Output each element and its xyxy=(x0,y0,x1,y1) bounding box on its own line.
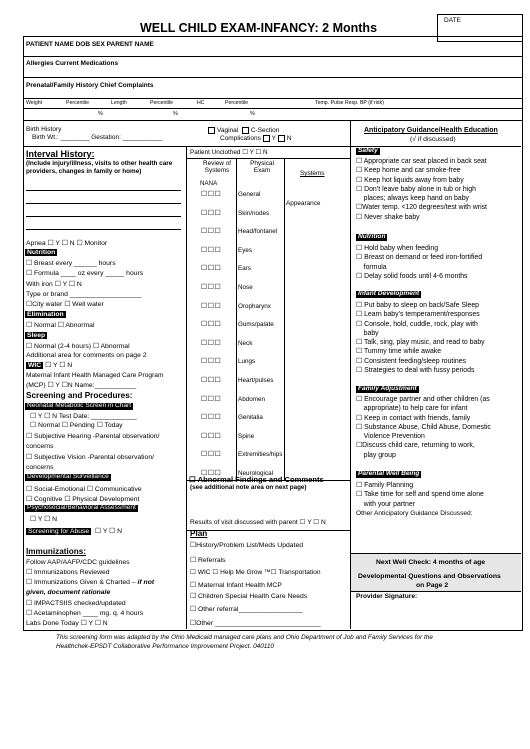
plan-wic[interactable]: ☐ WIC ☐ Help Me Grow ™☐ Transportation xyxy=(190,569,321,576)
developmental-questions-box xyxy=(351,571,521,592)
developmental-surveillance-heading: Developmental Surveillance xyxy=(27,473,109,480)
safety-item: places; always keep hand on baby xyxy=(356,195,470,203)
birth-weight-gestation: Birth Wt.: ________ Gestation: ___________ xyxy=(32,134,163,141)
parent-item: with your partner xyxy=(356,500,415,508)
neonatal-heading: Neonatal Metabolic Screen in Chart xyxy=(27,402,132,409)
nutrition-item: formula xyxy=(356,263,387,271)
system-label: Lungs xyxy=(238,358,256,366)
next-well-check-box xyxy=(351,553,521,572)
nutrition-item[interactable]: ☐ Delay solid foods until 4-6 months xyxy=(356,272,468,280)
system-checkboxes[interactable]: ☐☐☐ xyxy=(201,209,222,217)
vision-row[interactable]: ☐ Subjective Vision -Parental observation/ xyxy=(26,454,155,461)
footer-line-2: Healthchek-EPSDT Collaborative Performance Improvement Project. 040110 xyxy=(56,643,274,650)
system-checkboxes[interactable]: ☐☐☐ xyxy=(201,358,222,366)
interval-desc-1: (Include injury/illness, visits to other health care xyxy=(26,160,173,167)
nana-label: NANA xyxy=(200,180,218,187)
system-label: Abdomen xyxy=(238,395,265,403)
family-item[interactable]: ☐ Substance Abuse, Child Abuse, Domestic xyxy=(356,423,491,431)
complications-label: Complications xyxy=(220,135,261,143)
system-checkboxes[interactable]: ☐☐☐ xyxy=(201,377,222,384)
parental-well-being-list[interactable] xyxy=(356,481,484,509)
complications-yes: Y xyxy=(271,135,276,143)
plan-history[interactable]: ☐History/Problem List/Meds Updated xyxy=(190,542,303,549)
length-label: Length xyxy=(111,100,127,106)
plan-other-referral[interactable]: ☐ Other referral_________________ xyxy=(190,606,303,613)
parental-well-being-heading: Parental Well Being xyxy=(358,470,420,477)
system-label: Spine xyxy=(238,432,255,440)
formula-row[interactable]: ☐ Formula ____ oz every _____ hours xyxy=(26,270,144,277)
system-label: Neurological xyxy=(238,470,274,477)
system-label: Ears xyxy=(238,265,251,273)
water-row[interactable]: ☐City water ☐ Well water xyxy=(26,301,104,308)
system-checkboxes[interactable]: ☐☐☐ xyxy=(201,265,222,273)
provider-signature[interactable]: Provider Signature: xyxy=(356,593,418,600)
next-well-check: Next Well Check: 4 months of age xyxy=(376,559,486,566)
wic-heading: WIC xyxy=(28,362,42,369)
nutrition-guidance-list[interactable] xyxy=(356,244,482,281)
follow-guidelines: Follow AAP/AAFP/CDC guidelines xyxy=(26,559,130,566)
infant-item[interactable]: ☐ Consistent feeding/sleep routines xyxy=(356,357,466,365)
system-label: Heart/pulses xyxy=(238,377,274,384)
infant-item[interactable]: ☐ Talk, sing, play music, and read to baby xyxy=(356,339,485,347)
developmental-questions-page: on Page 2 xyxy=(416,582,449,589)
infant-development-list[interactable] xyxy=(356,301,485,375)
system-checkboxes[interactable]: ☐☐☐ xyxy=(201,470,222,477)
nutrition-guidance-heading: Nutrition xyxy=(358,233,386,240)
system-checkboxes[interactable]: ☐☐☐ xyxy=(201,451,222,459)
anticipatory-guidance-title: Anticipatory Guidance/Health Education xyxy=(364,127,498,134)
imm-rationale: given, document rationale xyxy=(26,589,111,596)
wic-yn: ☐ Y ☐ N xyxy=(43,362,73,369)
plan-mihmcp[interactable]: ☐ Maternal Infant Health MCP xyxy=(190,582,282,589)
system-checkboxes[interactable]: ☐☐☐ xyxy=(201,191,222,198)
screening-heading: Screening and Procedures: xyxy=(26,391,133,400)
sleep-row[interactable]: ☐ Normal (2-4 hours) ☐ Abnormal xyxy=(26,343,130,350)
abuse-yn: ☐ Y ☐ N xyxy=(95,528,123,535)
system-row[interactable] xyxy=(199,228,349,248)
neonatal-test-row[interactable]: ☐ Y ☐ N Test Date: ____________ xyxy=(30,413,137,420)
infant-item[interactable]: ☐ Put baby to sleep on back/Safe Sleep xyxy=(356,302,480,309)
vitals-label: Temp. Pulse Resp. BP (if risk) xyxy=(315,100,384,106)
nutrition-item[interactable]: ☐ Hold baby when feeding xyxy=(356,245,439,252)
system-row[interactable] xyxy=(199,377,349,397)
safety-item[interactable]: ☐ Never shake baby xyxy=(356,213,420,221)
system-row[interactable] xyxy=(199,358,349,378)
dev-row-2[interactable]: ☐ Cognitive ☐ Physical Development xyxy=(26,496,140,503)
psychosocial-heading: Psychosocial/Behavioral Assessment xyxy=(27,504,136,511)
impactsiis-row[interactable]: ☐ IMPACTSIIS checked/updated xyxy=(26,600,126,607)
abuse-row[interactable] xyxy=(26,528,122,535)
family-item[interactable]: ☐ Encourage partner and other children (as xyxy=(356,396,490,403)
parent-item[interactable]: ☐ Take time for self and spend time alone xyxy=(356,491,484,499)
elimination-row[interactable]: ☐ Normal ☐ Abnormal xyxy=(26,322,95,329)
pct-2: % xyxy=(173,111,178,117)
patient-header: PATIENT NAME DOB SEX PARENT NAME xyxy=(26,41,154,48)
other-guidance-label[interactable]: Other Anticipatory Guidance Discussed: xyxy=(356,510,473,517)
family-adjustment-heading: Family Adjustment xyxy=(358,385,417,392)
system-checkboxes[interactable]: ☐☐☐ xyxy=(201,339,222,347)
nutrition-heading: Nutrition xyxy=(27,249,56,256)
elimination-heading: Elimination xyxy=(27,311,64,318)
complications-row[interactable] xyxy=(220,135,292,143)
safety-item[interactable]: ☐ Don’t leave baby alone in tub or high xyxy=(356,185,476,193)
system-checkboxes[interactable]: ☐☐☐ xyxy=(201,302,222,310)
physical-exam-label: Physical Exam xyxy=(250,160,274,174)
immunizations-heading: Immunizations: xyxy=(26,547,87,556)
developmental-questions: Developmental Questions and Observations xyxy=(358,573,501,580)
weight-label: Weight xyxy=(26,100,43,106)
system-row[interactable] xyxy=(199,210,349,230)
safety-item[interactable]: ☐Water temp. <120 degrees/test with wrist xyxy=(356,204,487,212)
infant-item[interactable]: ☐ Learn baby’s temperament/responses xyxy=(356,311,480,319)
patient-unclothed-row[interactable]: Patient Unclothed ☐ Y ☐ N xyxy=(190,149,268,156)
pct-3: % xyxy=(250,111,255,117)
system-label: Neck xyxy=(238,339,253,347)
system-checkboxes[interactable]: ☐☐☐ xyxy=(201,228,222,236)
safety-item[interactable]: ☐ Appropriate car seat placed in back seat xyxy=(356,158,487,165)
system-row[interactable] xyxy=(199,340,349,360)
plan-other[interactable]: ☐Other ____________________________ xyxy=(190,620,321,627)
system-checkboxes[interactable]: ☐☐☐ xyxy=(201,321,222,329)
results-row[interactable]: Results of visit discussed with parent ☐ Y ☐ N xyxy=(190,519,326,526)
system-row[interactable] xyxy=(199,303,349,323)
hc-percentile-label: Percentile xyxy=(225,100,249,106)
apnea-row[interactable]: Apnea ☐ Y ☐ N ☐ Monitor xyxy=(26,240,108,247)
hearing-concerns: concerns xyxy=(26,443,54,450)
labs-row[interactable]: Labs Done Today ☐ Y ☐ N xyxy=(26,620,108,627)
system-label: Extremities/hips xyxy=(238,451,283,459)
system-row[interactable] xyxy=(199,247,349,267)
system-row[interactable] xyxy=(199,451,349,471)
footer-line-1: This screening form was adapted by the Ohio Medicaid managed care plans and Ohio Department of Job and Family Services for the xyxy=(56,634,433,641)
system-label: Genitalia xyxy=(238,414,263,422)
system-label: Oropharynx xyxy=(238,302,271,310)
interval-desc-2: providers, changes in family or home) xyxy=(26,168,142,175)
prenatal-header: Prenatal/Family History Chief Complaints xyxy=(26,82,154,89)
type-brand-row[interactable]: Type or brand ___________________ xyxy=(26,291,142,298)
system-label: Eyes xyxy=(238,246,252,254)
additional-area-note: Additional area for comments on page 2 xyxy=(26,352,147,359)
system-checkboxes[interactable]: ☐☐☐ xyxy=(201,246,222,254)
system-row[interactable] xyxy=(199,265,349,285)
parent-item[interactable]: ☐ Family Planning xyxy=(356,482,414,489)
length-percentile-label: Percentile xyxy=(150,100,174,106)
neonatal-status-row[interactable]: ☐ Normal ☐ Pending ☐ Today xyxy=(30,422,123,429)
infant-item: baby xyxy=(356,329,379,337)
imm-reviewed-row[interactable]: ☐ Immunizations Reviewed xyxy=(26,569,110,576)
delivery-type[interactable] xyxy=(208,127,279,135)
mcp-row[interactable]: (MCP) ☐ Y ☐N Name:___________ xyxy=(26,382,137,389)
system-row[interactable] xyxy=(199,191,349,211)
system-row[interactable] xyxy=(199,396,349,416)
acetaminophen-row[interactable]: ☐ Acetaminophen ____ mg. q. 4 hours xyxy=(26,610,144,617)
system-checkboxes[interactable]: ☐☐☐ xyxy=(201,284,222,291)
hearing-row[interactable]: ☐ Subjective Hearing -Parental observation/ xyxy=(26,433,160,440)
plan-cshcn[interactable]: ☐ Children Special Health Care Needs xyxy=(190,593,308,600)
weight-percentile-label: Percentile xyxy=(66,100,90,106)
abnormal-note: (see additional note area on next page) xyxy=(190,484,307,491)
date-label: DATE xyxy=(444,17,461,24)
psychosocial-yn[interactable]: ☐ Y ☐ N xyxy=(30,516,58,523)
imm-given-label: ☐ Immunizations Given & Charted – xyxy=(26,579,138,586)
family-item[interactable]: ☐ Keep in contact with friends, family xyxy=(356,414,471,422)
abuse-heading: Screening for Abuse xyxy=(28,528,90,535)
family-item: play group xyxy=(356,451,396,459)
csection-label: C-Section xyxy=(250,127,280,135)
birth-history-label: Birth History xyxy=(26,126,62,133)
page-title: WELL CHILD EXAM-INFANCY: 2 Months xyxy=(140,21,378,35)
system-label: Nose xyxy=(238,284,253,291)
nutrition-item[interactable]: ☐ Breast on demand or feed iron-fortified xyxy=(356,254,483,262)
infant-item[interactable]: ☐ Tummy time while awake xyxy=(356,348,442,356)
system-label: General xyxy=(238,191,261,198)
system-checkboxes[interactable]: ☐☐☐ xyxy=(201,432,222,440)
family-item: appropriate) to help care for infant xyxy=(356,405,468,413)
infant-item[interactable]: ☐ Strategies to deal with fussy periods xyxy=(356,367,475,375)
system-row[interactable] xyxy=(199,321,349,341)
safety-list[interactable] xyxy=(356,157,487,222)
plan-referrals[interactable]: ☐ Referrals xyxy=(190,557,226,564)
infant-development-heading: Infant Development xyxy=(358,290,420,297)
complications-no: N xyxy=(286,135,292,143)
abnormal-findings-row[interactable]: ☐ Abnormal Findings and Comments xyxy=(189,475,324,484)
system-label: Gums/palate xyxy=(238,321,274,329)
system-row[interactable] xyxy=(199,414,349,434)
system-row[interactable] xyxy=(199,433,349,453)
family-adjustment-list[interactable] xyxy=(356,395,491,460)
hc-label: HC xyxy=(197,100,205,106)
family-item[interactable]: ☐Discuss child care, returning to work, xyxy=(356,442,475,450)
imm-given-row[interactable] xyxy=(26,579,154,586)
infant-item[interactable]: ☐ Console, hold, cuddle, rock, play with xyxy=(356,320,478,328)
safety-heading: Safety xyxy=(358,147,378,154)
system-label: Skin/nodes xyxy=(238,209,270,217)
system-checkboxes[interactable]: ☐☐☐ xyxy=(201,395,222,403)
system-row[interactable] xyxy=(199,284,349,304)
interval-history-title: Interval History: xyxy=(26,149,95,159)
vaginal-label: Vaginal xyxy=(217,127,239,135)
system-checkboxes[interactable]: ☐☐☐ xyxy=(201,414,222,422)
vision-concerns: concerns xyxy=(26,464,54,471)
anticipatory-guidance-sub: (√ if discussed) xyxy=(410,136,456,143)
wic-row[interactable] xyxy=(26,362,72,369)
dev-row-1[interactable]: ☐ Social-Emotional ☐ Communicative xyxy=(26,486,142,493)
appearance-label: Appearance xyxy=(286,200,321,207)
system-label: Head/fontanel xyxy=(238,228,278,236)
allergies-header: Allergies Current Medications xyxy=(26,60,119,67)
with-iron-row[interactable]: With iron ☐ Y ☐ N xyxy=(26,281,82,288)
plan-heading: Plan xyxy=(190,529,208,538)
breast-row[interactable]: ☐ Breast every ______ hours xyxy=(26,260,116,267)
pct-1: % xyxy=(98,111,103,117)
mihmcp-label: Maternal Infant Health Managed Care Program xyxy=(26,372,164,379)
review-of-systems-label: Review of Systems xyxy=(202,160,232,174)
imm-given-note: if not xyxy=(137,579,155,586)
family-item: Violence Prevention xyxy=(356,433,425,441)
systems-label: Systems xyxy=(300,170,325,177)
safety-item[interactable]: ☐ Keep home and car smoke-free xyxy=(356,167,461,175)
safety-item[interactable]: ☐ Keep hot liquids away from baby xyxy=(356,176,464,184)
sleep-heading: Sleep xyxy=(27,332,46,339)
